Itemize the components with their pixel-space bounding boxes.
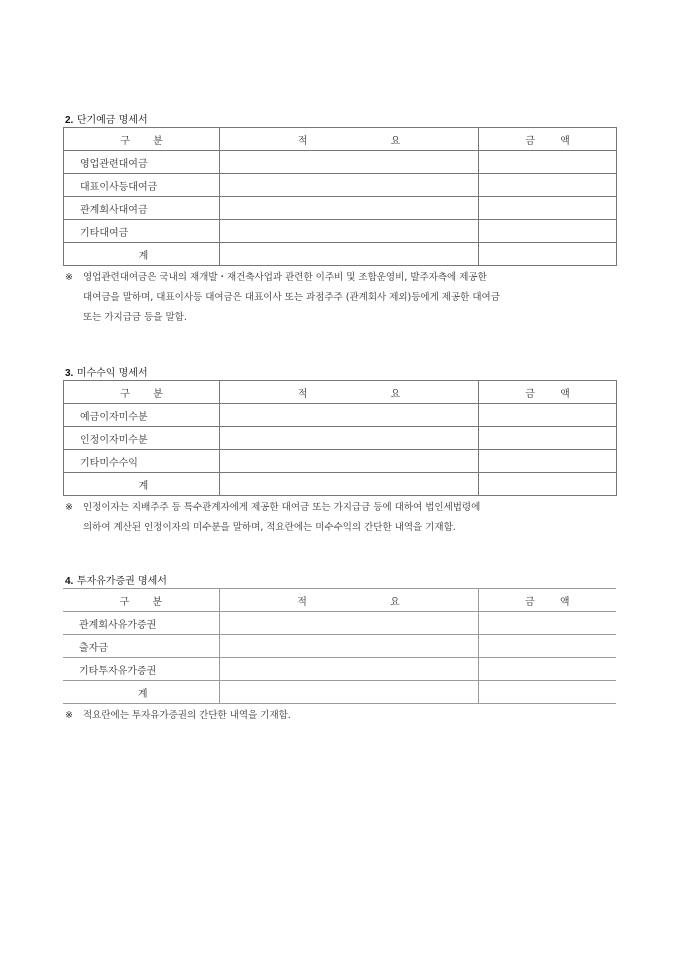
row-label: 예금이자미수분 — [64, 404, 220, 427]
deposits-table — [63, 127, 617, 266]
description-cell[interactable] — [220, 473, 479, 496]
header-category: 구 분 — [64, 381, 220, 404]
description-cell[interactable] — [219, 612, 478, 635]
amount-cell[interactable] — [479, 220, 617, 243]
amount-cell[interactable] — [479, 450, 617, 473]
table-row — [64, 220, 617, 243]
description-cell[interactable] — [220, 404, 479, 427]
row-label: 기타대여금 — [64, 220, 220, 243]
header-category: 구 분 — [64, 128, 220, 151]
amount-cell[interactable] — [479, 427, 617, 450]
total-row — [64, 243, 617, 266]
row-label: 영업관련대여금 — [64, 151, 220, 174]
header-amount: 금 액 — [479, 381, 617, 404]
footnote — [65, 268, 625, 328]
section-title: 미수수익 명세서 — [76, 368, 148, 379]
table-row — [64, 450, 617, 473]
description-cell[interactable] — [219, 635, 478, 658]
description-cell[interactable] — [219, 658, 478, 681]
header-amount: 금 액 — [478, 589, 616, 612]
section-number: 2. — [65, 115, 74, 126]
row-label: 기타투자유가증권 — [63, 658, 219, 681]
note-mark: ※ — [65, 710, 73, 721]
table-row — [64, 174, 617, 197]
description-cell[interactable] — [219, 681, 478, 704]
row-label: 관계회사대여금 — [64, 197, 220, 220]
note-mark: ※ — [65, 272, 73, 283]
total-label: 계 — [63, 681, 219, 704]
header-description: 적 요 — [220, 381, 479, 404]
investment-securities-table — [63, 588, 616, 704]
amount-cell[interactable] — [478, 635, 616, 658]
note-line: 인정이자는 지배주주 등 특수관계자에게 제공한 대여금 또는 가지급금 등에 대하여 법인세법령에 — [83, 502, 481, 513]
table-row — [64, 404, 617, 427]
total-label: 계 — [64, 473, 220, 496]
footnote — [65, 706, 625, 726]
row-label: 인정이자미수분 — [64, 427, 220, 450]
table-header-row — [64, 381, 617, 404]
amount-cell[interactable] — [479, 197, 617, 220]
section-heading — [65, 572, 167, 587]
note-mark: ※ — [65, 502, 73, 513]
amount-cell[interactable] — [478, 681, 616, 704]
section-heading — [65, 364, 148, 379]
header-description: 적 요 — [219, 589, 478, 612]
description-cell[interactable] — [220, 151, 479, 174]
description-cell[interactable] — [220, 427, 479, 450]
table-row — [63, 658, 616, 681]
amount-cell[interactable] — [479, 404, 617, 427]
accrued-income-table — [63, 380, 617, 496]
table-row — [64, 197, 617, 220]
row-label: 출자금 — [63, 635, 219, 658]
note-line: 대여금을 말하며, 대표이사등 대여금은 대표이사 또는 과점주주 (관계회사 제외)등에게 제공한 대여금 — [83, 292, 500, 303]
amount-cell[interactable] — [479, 151, 617, 174]
note-line: 적요란에는 투자유가증권의 간단한 내역을 기재함. — [83, 710, 291, 721]
table-row — [64, 151, 617, 174]
description-cell[interactable] — [220, 174, 479, 197]
footnote — [65, 498, 625, 538]
table-row — [63, 612, 616, 635]
section-title: 단기예금 명세서 — [76, 115, 148, 126]
total-row — [64, 473, 617, 496]
header-amount: 금 액 — [479, 128, 617, 151]
description-cell[interactable] — [220, 450, 479, 473]
table-row — [63, 635, 616, 658]
section-title: 투자유가증권 명세서 — [76, 576, 167, 587]
row-label: 관계회사유가증권 — [63, 612, 219, 635]
section-heading — [65, 111, 148, 126]
total-label: 계 — [64, 243, 220, 266]
table-header-row — [63, 589, 616, 612]
amount-cell[interactable] — [478, 658, 616, 681]
amount-cell[interactable] — [478, 612, 616, 635]
header-description: 적 요 — [220, 128, 479, 151]
note-line: 또는 가지급금 등을 말함. — [83, 312, 187, 323]
amount-cell[interactable] — [479, 174, 617, 197]
table-row — [64, 427, 617, 450]
amount-cell[interactable] — [479, 243, 617, 266]
row-label: 기타미수수익 — [64, 450, 220, 473]
section-number: 4. — [65, 576, 74, 587]
section-number: 3. — [65, 368, 74, 379]
note-line: 의하여 계산된 인정이자의 미수분을 말하며, 적요란에는 미수수익의 간단한 내역을 기재함. — [83, 522, 456, 533]
note-line: 영업관련대여금은 국내의 재개발・재건축사업과 관련한 이주비 및 조합운영비, 발주자측에 제공한 — [83, 272, 487, 283]
table-header-row — [64, 128, 617, 151]
total-row — [63, 681, 616, 704]
amount-cell[interactable] — [479, 473, 617, 496]
description-cell[interactable] — [220, 220, 479, 243]
row-label: 대표이사등대여금 — [64, 174, 220, 197]
description-cell[interactable] — [220, 197, 479, 220]
header-category: 구 분 — [63, 589, 219, 612]
description-cell[interactable] — [220, 243, 479, 266]
